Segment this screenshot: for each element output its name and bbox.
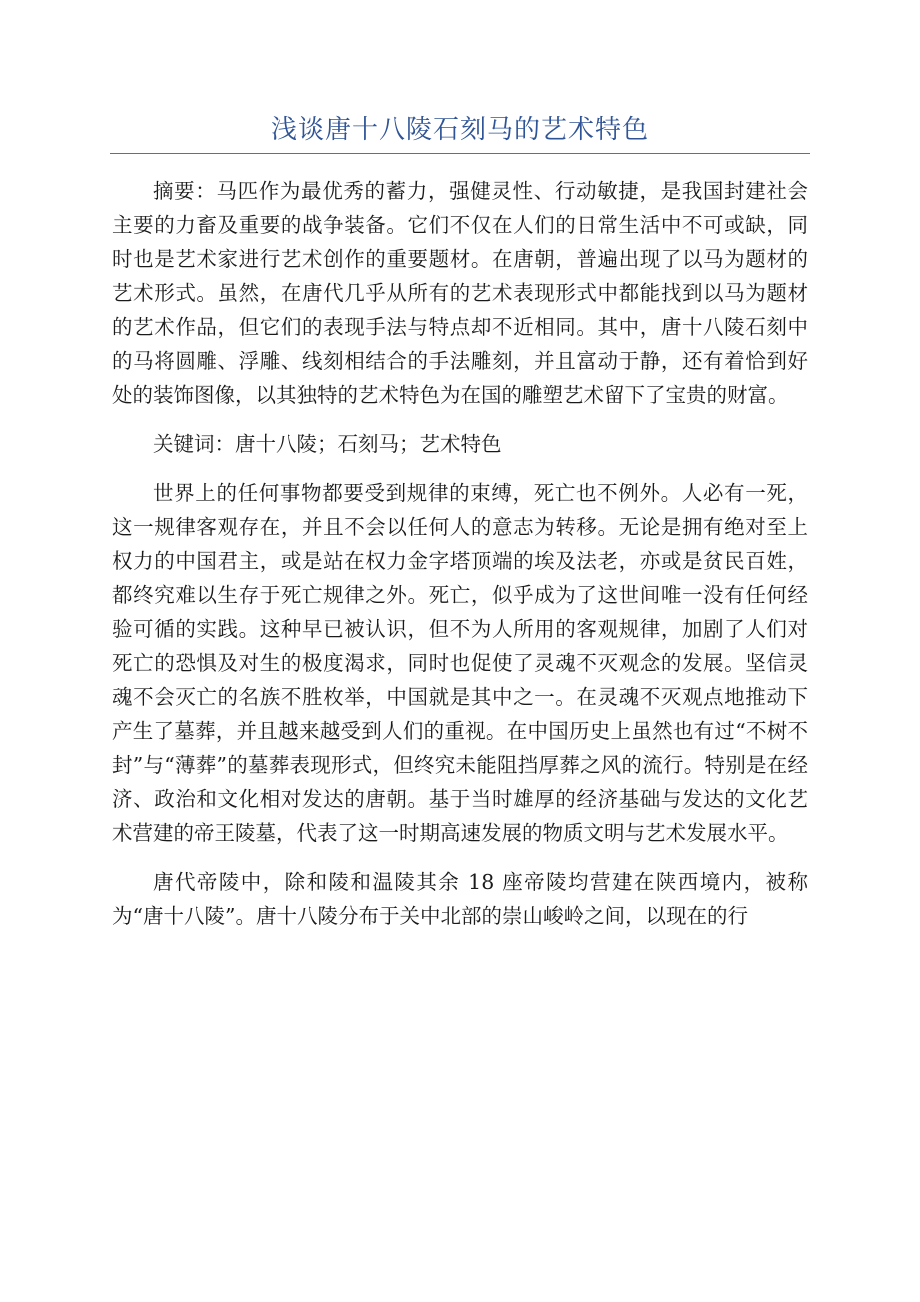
- body-paragraph-2: 唐代帝陵中，除和陵和温陵其余 18 座帝陵均营建在陕西境内，被称为“唐十八陵”。唐十八陵分布于关中北部的崇山峻岭之间，以现在的行: [112, 870, 808, 928]
- document-title: 浅谈唐十八陵石刻马的艺术特色: [270, 115, 649, 145]
- abstract-paragraph: 摘要：马匹作为最优秀的蓄力，强健灵性、行动敏捷，是我国封建社会主要的力畜及重要的战争装备。它们不仅在人们的日常生活中不可或缺，同时也是艺术家进行艺术创作的重要题材。在唐朝，普遍出现了以马为题材的艺术形式。虽然，在唐代几乎从所有的艺术表现形式中都能找到以马为题材的艺术作品，但它们的表现手法与特点却不近相同。其中，唐十八陵石刻中的马将圆雕、浮雕、线刻相结合的手法雕刻，并且富动于静，还有着恰到好处的装饰图像，以其独特的艺术特色为在国的雕塑艺术留下了宝贵的财富。: [112, 179, 808, 407]
- keywords-paragraph: 关键词：唐十八陵；石刻马；艺术特色: [153, 432, 502, 456]
- title-underline: [110, 153, 810, 154]
- body-paragraph-1: 世界上的任何事物都要受到规律的束缚，死亡也不例外。人必有一死，这一规律客观存在，并且不会以任何人的意志为转移。无论是拥有绝对至上权力的中国君主，或是站在权力金字塔顶端的埃及法老，亦或是贫民百姓，都终究难以生存于死亡规律之外。死亡，似乎成为了这世间唯一没有任何经验可循的实践。这种早已被认识，但不为人所用的客观规律，加剧了人们对死亡的恐惧及对生的极度渴求，同时也促使了灵魂不灭观念的发展。坚信灵魂不会灭亡的名族不胜枚举，中国就是其中之一。在灵魂不灭观点地推动下产生了墓葬，并且越来越受到人们的重视。在中国历史上虽然也有过“不树不封”与“薄葬”的墓葬表现形式，但终究未能阻挡厚葬之风的流行。特别是在经济、政治和文化相对发达的唐朝。基于当时雄厚的经济基础与发达的文化艺术营建的帝王陵墓，代表了这一时期高速发展的物质文明与艺术发展水平。: [112, 481, 808, 845]
- document-body: [112, 174, 808, 933]
